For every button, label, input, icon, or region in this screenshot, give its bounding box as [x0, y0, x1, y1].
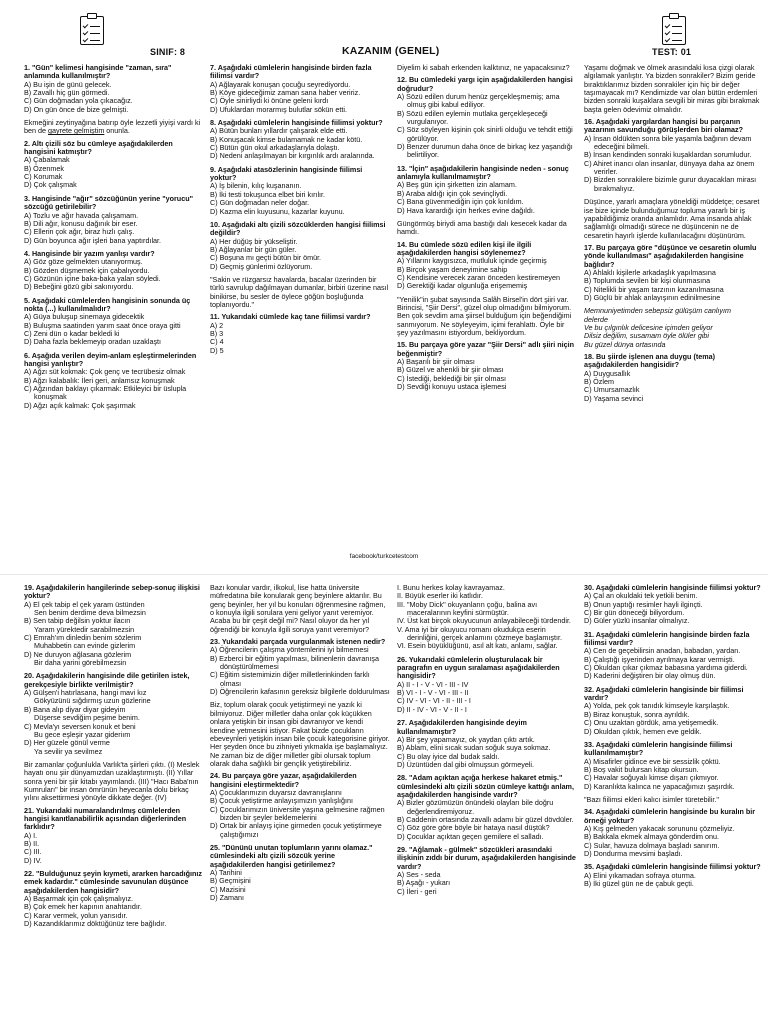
answer-option[interactable]: D) Gün boyunca ağır işleri bana yaptırdılar. — [24, 235, 162, 245]
answer-option[interactable]: A) Ağzı süt kokmak: Çok genç ve tecrübesiz olmak — [24, 367, 186, 377]
answer-options — [584, 135, 764, 193]
answer-option[interactable]: D) Bizden sonrakilere bizimle gurur duyacakları mirası bırakmalıyız. — [584, 175, 757, 193]
question — [210, 64, 390, 114]
answer-option[interactable]: Sen benim derdime deva bilmezsin — [34, 608, 146, 618]
answer-option[interactable]: B) Sözü edilen eylemin mutlaka gerçekleşeceği vurgulanıyor. — [397, 108, 548, 127]
answer-option[interactable]: D) Kaderini değiştiren bir olay olmuş dün. — [584, 671, 716, 681]
answer-option[interactable]: C) Korumak — [24, 172, 63, 182]
answer-option[interactable]: B) Özlem — [584, 377, 614, 387]
question — [24, 195, 204, 245]
answer-option[interactable]: III. "Moby Dick" okuyanların çoğu, balina avı maceralarının keyfini sürmüştür. — [397, 599, 538, 618]
question-stem: 8. Aşağıdaki cümlelerin hangisinde fiilimsi yoktur? — [210, 118, 383, 128]
answer-options — [24, 601, 204, 668]
answer-option[interactable]: C) Öyle sinirliydi ki önüne geleni kırdı — [210, 96, 329, 106]
question-stem: 15. Bu parçaya göre yazar "Şiir Dersi" adlı şiiri niçin beğenmiştir? — [397, 340, 574, 358]
answer-options — [397, 181, 577, 214]
answer-option[interactable]: D) Bebeğini gözü gibi sakınıyordu. — [24, 282, 134, 292]
answer-option[interactable]: C) Ellerin çok ağır, biraz hızlı çalış. — [24, 227, 135, 237]
answer-option[interactable]: C) IV - VI - VI - II - III - I — [397, 696, 471, 706]
answer-option[interactable]: D) Güler yüzlü insanlar olmalıyız. — [584, 616, 690, 626]
answer-options — [210, 322, 390, 355]
answer-option[interactable]: C) Umursamazlık — [584, 385, 640, 395]
answer-option[interactable]: B) Çok emek her kapının anahtarıdır. — [24, 902, 142, 912]
answer-option[interactable]: D) Ortak bir anlayış içine girmeden çocuk yetiştirmeye çalıştığımızı — [210, 821, 382, 839]
answer-option[interactable]: C) Emrah'ım dinledin benim sözlerim — [24, 633, 142, 643]
answer-option[interactable]: B) Konuşacak kimse bulamamak ne kadar kötü. — [210, 134, 363, 144]
answer-option[interactable]: A) Kış gelmeden yakacak sorununu çözmeliyiz. — [584, 823, 735, 833]
answer-option[interactable]: B) Araba aldığı için çok sevinçliydi. — [397, 188, 508, 198]
answer-option[interactable]: B) Zavallı hiç gün görmedi. — [24, 88, 110, 98]
answer-option[interactable]: C) Okuldan çıkar çıkmaz babasına yardıma giderdi. — [584, 663, 748, 673]
answer-option[interactable]: Düşerse sevdiğim peşime benim. — [34, 713, 140, 723]
answer-option[interactable]: C) Çocuklarımızın üniversite yaşına gelmesine rağmen bizden bir şeyler beklemelerini — [210, 804, 385, 822]
answer-option[interactable]: B) Dili ağır, konusu dağınık bir eser. — [24, 218, 138, 228]
question-stem: 31. Aşağıdaki cümlelerin hangisinde birden fazla fiilimsi vardır? — [584, 629, 750, 648]
answer-options — [24, 258, 204, 291]
answer-options — [210, 646, 390, 696]
answer-option[interactable]: B) Aşağı - yukarı — [397, 878, 451, 888]
answer-option[interactable]: C) Ahiret inancı olan insanlar, dünyaya daha az önem verirler. — [584, 158, 755, 177]
clipboard-checklist-icon — [662, 12, 688, 46]
question — [584, 353, 764, 403]
answer-option[interactable]: A) Her düğüş bir yükseliştir. — [210, 236, 298, 246]
answer-option[interactable]: B) Ağzı kalabalık: İleri geri, anlamsız konuşmak — [24, 375, 175, 385]
answer-options — [210, 127, 390, 160]
question-stem: 18. Bu şiirde işlenen ana duygu (tema) aşağıdakilerden hangisidir? — [584, 352, 716, 370]
answer-option[interactable]: D) Üzüntüden dal gibi olmuşsun görmeyeli. — [397, 759, 535, 769]
answer-option[interactable]: B) Toplumda sevilen bir kişi olunmasına — [584, 276, 711, 286]
answer-options — [397, 799, 577, 841]
answer-option[interactable]: C) Bana güvenmediğin için çok kırıldım. — [397, 197, 524, 207]
passage: Diyelim ki sabah erkenden kalktınız, ne yapacaksınız? — [397, 63, 570, 72]
answer-options — [24, 368, 204, 410]
question-stem: 35. Aşağıdaki cümlelerin hangisinde fiilimsi yoktur? — [584, 862, 761, 872]
answer-option[interactable]: B) Caddenin ortasında zavallı adamı bir güzel dövdüler. — [397, 814, 574, 824]
answer-option[interactable]: C) Havalar soğuyalı kimse dışarı çıkmıyor. — [584, 773, 719, 783]
question-stem: 22. "Bulduğunuz şeyin kıymeti, ararken harcadığınız emek kadardır." cümlesinde savunulan düşünce aşağıdakilerden hangisidir? — [24, 869, 202, 895]
answer-options — [397, 257, 577, 290]
clipboard-checklist-icon — [80, 12, 106, 46]
question — [24, 64, 204, 114]
answer-options — [24, 81, 204, 114]
answer-option[interactable]: B) Ağlayanlar bir gün güler. — [210, 244, 297, 254]
answer-option[interactable]: D) Ufuklardan morarmış bulutlar sökün etti. — [210, 104, 348, 114]
answer-option[interactable]: C) Nitelikli bir yaşam tarzının kazanılmasına — [584, 284, 724, 294]
answer-option[interactable]: D) Daha fazla beklemeyip oradan uzaklaştı — [24, 337, 162, 347]
answer-option[interactable]: A) I. — [24, 830, 38, 840]
answer-options — [210, 81, 390, 114]
question-stem: 29. "Ağlamak - gülmek" sözcükleri arasındaki ilişkinin zıddı bir durum, aşağıdakilerden hangisinde vardır? — [397, 844, 576, 871]
answer-option[interactable]: A) El çek tabip el çek yaram üstünden — [24, 599, 145, 609]
answer-option[interactable]: B) Boş vakit bulursan kitap okursun. — [584, 764, 699, 774]
answer-option[interactable]: C) Zeni dün o kadar bekledi ki — [24, 328, 120, 338]
answer-option[interactable]: D) Ne duruyon ağlasana gözlerim — [24, 649, 132, 659]
answer-option[interactable]: C) Onu uzaktan gördük, ama yetişemedik. — [584, 718, 719, 728]
answer-option[interactable]: A) II - I - V - VI - III - IV — [397, 679, 469, 689]
grade-label: SINIF: 8 — [150, 47, 186, 57]
question-stem: 21. Yukarıdaki numaralandırılmış cümlelerden hangisi kanıtlanabilirlik açısından diğerlerinden farklıdır? — [24, 805, 187, 832]
answer-option[interactable]: Bu gece eşleşir yazar gideriım — [34, 729, 131, 739]
answer-option[interactable]: Gökyüzünü sığdırmış uzun gözlerine — [34, 696, 151, 706]
poem-line: Dilsiz değilim, susamam öyle ölüler gibi — [584, 331, 710, 341]
passage: "Bazı fiilimsi ekleri kalıcı isimler türetebilir." — [584, 794, 719, 804]
question — [210, 166, 390, 216]
answer-option[interactable]: A) Çal an okuldaki tek yetkili benim. — [584, 591, 698, 601]
question-stem: 3. Hangisinde "ağır" sözcüğünün yerine "yorucu" sözcüğü getirilebilir? — [24, 193, 193, 212]
answer-option[interactable]: B) Köye gideceğimiz zaman sana haber veririz. — [210, 88, 361, 98]
answer-option[interactable]: D) IV. — [24, 855, 42, 865]
answer-option[interactable]: D) Yaşama sevinci — [584, 393, 644, 403]
answer-option[interactable]: Ya sevilir ya sevilmez — [34, 746, 103, 756]
question — [24, 672, 204, 755]
column-1 — [24, 584, 204, 933]
answer-option[interactable]: D) Kazandıklarımız döktüğünüz tere bağlıdır. — [24, 919, 167, 929]
passage: "Sakin ve rüzgarsız havalarda, bacalar üzerinden bir türlü savrulup dağılmayan dumanlar, birbiri üzerine nasıl binikirse, bu sesler de öylece göğün boşluğunda toplanıyordu." — [210, 274, 389, 309]
answer-option[interactable]: B) İki güzel gün ne de çabuk geçti. — [584, 879, 694, 888]
answer-option[interactable]: C) 4 — [210, 337, 224, 347]
page-divider — [0, 574, 768, 575]
answer-options — [397, 358, 577, 391]
answer-option[interactable]: D) Zamanı — [210, 893, 244, 903]
question — [397, 165, 577, 215]
passage: Güngörmüş biriydi ama bastığı dalı kesecek kadar da hamdı. — [397, 218, 567, 237]
answer-option[interactable]: A) Başarmak için çok çalışmalıyız. — [24, 894, 134, 904]
answer-option[interactable]: B) Çocuk yetiştirme anlayışımızın yanlışlığını — [210, 796, 353, 806]
answer-option[interactable]: D) Benzer durumun daha önce de birkaç kez yaşandığı belirtiliyor. — [397, 142, 573, 160]
answer-option[interactable]: A) Çabalamak — [24, 155, 70, 165]
answer-option[interactable]: I. Bunu herkes kolay kavrayamaz. — [397, 583, 505, 592]
answer-options — [24, 156, 204, 189]
poem-line: Memnuniyetimden sebepsiz gülüşüm canlıyım — [584, 306, 732, 316]
answer-option[interactable]: Yaram yürektedir sarabilmezsin — [34, 624, 135, 634]
question-stem: 13. "İçin" aşağıdakilerin hangisinde neden - sonuç anlamıyla kullanılmamıştır? — [397, 163, 569, 182]
column-4 — [584, 584, 764, 893]
question-stem: 20. Aşağıdakilerin hangisinde dile getirilen istek, gerekçesiyle birlikte verilmiştir? — [24, 671, 190, 689]
answer-options — [210, 238, 390, 271]
answer-option[interactable]: A) Bütün bunları yıllardır çalışarak elde etti. — [210, 126, 348, 136]
answer-options — [584, 269, 764, 302]
poem-line: Ve bu çılgınlık delicesine içimden geliyor — [584, 322, 713, 332]
answer-option[interactable]: B) Buluşma saatinden yarım saat önce oraya gitti — [24, 320, 181, 330]
question — [397, 846, 577, 896]
question-stem: 1. "Gün" kelimesi hangisinde "zaman, sıra" anlamında kullanılmıştır? — [24, 63, 172, 81]
question-stem: 7. Aşağıdaki cümlelerin hangisinde birden fazla fiilimsi vardır? — [210, 63, 372, 81]
answer-options — [397, 871, 577, 896]
answer-option[interactable]: B) Onun yaptığı resimler hayli ilginçti. — [584, 599, 703, 609]
answer-option[interactable]: A) 2 — [210, 320, 224, 330]
answer-option[interactable]: A) Bizler gözümüzün önündeki olayları bile doğru değerlendiremiyoruz. — [397, 798, 554, 816]
page-title: KAZANIM (GENEL) — [342, 45, 440, 57]
column-3 — [397, 64, 577, 396]
answer-option[interactable]: B) İki testi tokuşunca elbet biri kırılır. — [210, 189, 326, 199]
answer-option[interactable]: A) Yıllarını kaygısızca, mutluluk içinde geçirmiş — [397, 256, 547, 266]
question — [210, 119, 390, 161]
answer-options — [24, 313, 204, 346]
passage: "Yenilik"in şubat sayısında Salâh Birsel'in dört şiiri var. Birincisi, "Şiir Dersi", güzel olup olmadığını bilmiyorum. Ben çok sevdim ama şiirsel bulduğum için beğendiğimi sanmıyorum. Ne söyleyeyim, içimi ferahlattı. Öyle bir şey yazılmasını istiyordum, bekliyordum. — [397, 294, 572, 337]
answer-options — [397, 584, 577, 651]
question — [24, 870, 204, 928]
question-stem: 17. Bu parçaya göre "düşünce ve cesaretin olumlu yönde kullanılması" aşağıdakilerden hangisine bağlıdır? — [584, 242, 757, 269]
answer-option[interactable]: C) Mazisini — [210, 884, 246, 894]
question — [24, 140, 204, 190]
answer-options — [397, 681, 577, 714]
answer-option[interactable]: B) II. — [24, 838, 40, 848]
question — [24, 297, 204, 347]
answer-option[interactable]: C) Boşuna mı geçti bütün bir ömür. — [210, 253, 322, 263]
underlined-phrase: gayrete gelmiştim — [47, 126, 105, 136]
question — [210, 638, 390, 696]
answer-option[interactable]: C) Söz söyleyen kişinin çok sinirli olduğu ve tehdit ettiği görülüyor. — [397, 125, 573, 143]
question-stem: 28. "Adam açıktan açığa herkese hakaret etmiş." cümlesindeki altı çizili sözün cümleye kattığı anlam, aşağıdakilerden hangisinde vardır? — [397, 773, 574, 799]
question — [397, 76, 577, 159]
answer-option[interactable]: A) Tarihini — [210, 868, 242, 877]
poem-line: delerde — [584, 314, 608, 324]
question-stem: 11. Yukarıdaki cümlede kaç tane fiilimsi vardır? — [210, 312, 371, 322]
answer-option[interactable]: D) Kazma elin kuyusunu, kazarlar kuyunu. — [210, 206, 345, 216]
answer-option[interactable]: D) Çocuklar açıktan geçen gemilere el salladı. — [397, 831, 544, 841]
question-stem: 32. Aşağıdaki cümlelerin hangisinde bir fiilimsi vardır? — [584, 684, 744, 703]
answer-option[interactable]: D) Çok çalışmak — [24, 180, 77, 190]
answer-option[interactable]: C) Bu olay iyice dal budak saldı. — [397, 751, 500, 761]
answer-option[interactable]: B) Ablam, elini sıcak sudan soğuk suya sokmaz. — [397, 743, 551, 753]
answer-option[interactable]: D) On gün önce de bize gelmişti. — [24, 104, 129, 114]
answer-option[interactable]: B) Biraz konuştuk, sonra ayrıldık. — [584, 709, 690, 719]
column-1 — [24, 64, 204, 415]
question — [584, 118, 764, 193]
question — [210, 772, 390, 839]
question — [584, 244, 764, 302]
answer-option[interactable]: A) Ahlaklı kişilerle arkadaşlık yapılmasına — [584, 267, 716, 277]
question — [210, 844, 390, 902]
question — [210, 221, 390, 271]
question-stem: 34. Aşağıdaki cümlelerin hangisinde bu kuralın bir örneği yoktur? — [584, 807, 756, 825]
answer-option[interactable]: D) Nedeni anlaşılmayan bir kırgınlık ardı aralarında. — [210, 151, 375, 161]
column-3 — [397, 584, 577, 901]
answer-options — [210, 789, 390, 839]
question — [397, 584, 577, 651]
answer-option[interactable]: B) Çalıştığı işyerinden ayrılmaya karar vermişti. — [584, 654, 735, 664]
answer-option[interactable]: II. Büyük eserler iki katlıdır. — [397, 591, 483, 601]
question — [397, 656, 577, 714]
question-stem: 26. Yukarıdaki cümlelerin oluşturulacak bir paragrafın en uygun sıralaması aşağıdakilerden hangisidir? — [397, 654, 560, 681]
passage: Bir zamanlar çoğunlukla Varlık'ta şiirleri çıktı. (I) Meslek hayatı onu şiir dünyamızdan uzaklaştırmıştı. (II) Yıllar sonra yeni bir şiir kitabı yayımlandı. (III) "Hacı Baba'nın Kumruları" bir insan ömrünün heyecanla dolu birkaç yılını aksettirmesi yönüyle dikkate değer. (IV) — [24, 759, 200, 803]
answer-option[interactable]: C) Ağzından baklayı çıkarmak: Etkileyici bir üslupla konuşmak — [24, 384, 187, 402]
answer-option[interactable]: Bir daha yarini görebilmezsin — [34, 658, 127, 668]
answer-option[interactable]: IV. Üst kat birçok okuyucunun anlayabileceği türdendir. — [397, 616, 571, 626]
answer-option[interactable]: B) Sen tabip değilsin yoktur ilacın — [24, 616, 131, 626]
answer-option[interactable]: A) Misafirler gidince eve bir sessizlik çöktü. — [584, 756, 721, 766]
passage: Bazı konular vardır, ilkokul, lise hatta üniversite müfredatına bile konularak genç beyinlere aktarılır. Bu genç beyinler, her yıl bu konuları öğrenmesine rağmen, o konuyla ilgili sorulara yeni geliyor yanıt veremiyor. Acaba bu bir çeşit değil mi? Nasıl oluyor da her yıl öğrendiği bir konuyla ilgili soruya yanıt veremiyor? — [210, 583, 386, 634]
answer-options — [584, 592, 764, 625]
answer-option[interactable]: D) Karanlıkta kalınca ne yapacağımızı şaşırdık. — [584, 781, 735, 791]
question — [210, 313, 390, 355]
answer-options — [24, 895, 204, 928]
answer-option[interactable]: B) Birçok yaşam deneyimine sahip — [397, 264, 508, 274]
answer-option[interactable]: VI. Esein büyüklüğünü, asıl alt katı, anlamı, sağlar. — [397, 641, 558, 651]
question-stem: 12. Bu cümledeki yargı için aşağıdakilerden hangisi doğrudur? — [397, 75, 573, 93]
passage: Ekmeğini zeytinyağına batırıp öyle lezzetli yiyişi vardı ki ben de gayrete gelmiştim onunla. — [24, 118, 201, 136]
question — [397, 719, 577, 769]
answer-option[interactable]: D) Okuldan çıktık, hemen eve geldik. — [584, 726, 702, 736]
poem-line: Bu güzel dünya ortasında — [584, 339, 666, 349]
question-stem: 6. Aşağıda verilen deyim-anlam eşleştirmelerinden hangisi yanlıştır? — [24, 350, 197, 368]
answer-option[interactable]: A) Elini yıkamadan sofraya oturma. — [584, 870, 696, 880]
answer-option[interactable]: D) Geçmiş günlerimi özlüyorum. — [210, 261, 313, 271]
answer-options — [584, 872, 764, 889]
answer-option[interactable]: D) Öğrencilerin kafasının gereksiz bilgilerle doldurulması — [210, 687, 390, 697]
answer-options — [24, 689, 204, 756]
answer-option[interactable]: D) Sevdiği konuyu ustaca işlemesi — [397, 382, 507, 392]
answer-option[interactable]: B) Bakkala ekmek almaya gönderdim onu. — [584, 832, 720, 842]
answer-option[interactable]: D) 5 — [210, 345, 224, 355]
question-stem: 16. Aşağıdaki yargılardan hangisi bu parçanın yazarının savunduğu görüşlerden biri olamaz? — [584, 117, 743, 135]
question — [397, 241, 577, 291]
answer-options — [24, 212, 204, 245]
answer-option[interactable]: A) Güya buluşup sinemaya gidecektik — [24, 312, 145, 322]
answer-option[interactable]: A) Ağlayarak konuşan çocuğu seyrediyordu. — [210, 79, 351, 89]
question-stem: 14. Bu cümlede sözü edilen kişi ile ilgili aşağıdakilerden hangisi söylenemez? — [397, 239, 532, 257]
question-stem: 30. Aşağıdaki cümlelerin hangisinde fiilimsi yoktur? — [584, 583, 761, 592]
answer-option[interactable]: C) İstediği, beklediği bir şiir olması — [397, 373, 507, 383]
answer-option[interactable]: A) Başarılı bir şiir olması — [397, 357, 475, 366]
answer-option[interactable]: A) Cen de geçebilirsin anadan, babadan, yardan. — [584, 646, 741, 656]
answer-option[interactable]: B) Özenmek — [24, 163, 64, 173]
answer-options — [584, 825, 764, 858]
answer-option[interactable]: C) İleri - geri — [397, 886, 437, 896]
question — [24, 584, 204, 667]
answer-option[interactable]: D) Her güzele gönül verme — [24, 738, 110, 748]
answer-option[interactable]: D) II - IV - VI - V - II - I — [397, 704, 467, 714]
answer-option[interactable]: C) III. — [24, 847, 42, 857]
question-stem: 4. Hangisinde bir yazım yanlışı vardır? — [24, 248, 155, 258]
answer-option[interactable]: A) Sözü edilen durum henüz gerçekleşmemiş; ama olmuş gibi kabul ediliyor. — [397, 92, 560, 110]
answer-option[interactable]: D) Ağzı açık kalmak: Çok şaşırmak — [24, 400, 136, 410]
answer-options — [584, 370, 764, 403]
question — [397, 774, 577, 841]
poem-passage — [584, 307, 764, 349]
answer-option[interactable]: C) Eğitim sistemimizin diğer milletlerinkinden farklı olması — [210, 670, 370, 688]
column-2 — [210, 64, 390, 360]
answer-option[interactable]: C) Karar vermek, yolun yarısıdır. — [24, 910, 128, 920]
question-stem: 33. Aşağıdaki cümlelerin hangisinde fiilimsi kullanılmamıştır? — [584, 739, 733, 758]
answer-option[interactable]: A) Göz göze gelmekten utanıyormuş. — [24, 257, 143, 267]
answer-option[interactable]: C) Gün doğmadan neler doğar. — [210, 198, 310, 208]
answer-option[interactable]: A) Tozlu ve ağır havada çalışamam. — [24, 210, 139, 220]
question — [584, 808, 764, 858]
question — [584, 686, 764, 736]
answer-option[interactable]: C) Kendisine verecek zararı önceden kestiremeyen — [397, 272, 560, 282]
answer-options — [397, 93, 577, 160]
question-stem: 9. Aşağıdaki atasözlerinin hangisinde fiilimsi yoktur? — [210, 164, 363, 183]
answer-option[interactable]: A) Bu işin de günü gelecek. — [24, 79, 112, 89]
question — [397, 341, 577, 391]
answer-option[interactable]: A) Öğrencilerin çalışma yöntemlerini iyi bilmemesi — [210, 645, 369, 655]
answer-option[interactable]: A) Bir şey yapamayız, ok yaydan çıktı artık. — [397, 734, 535, 744]
answer-option[interactable]: A) Gülşen'i hatırlasana, hangi mavi kız — [24, 688, 147, 698]
question — [584, 631, 764, 681]
answer-options — [210, 182, 390, 215]
answer-options — [584, 647, 764, 680]
question — [24, 807, 204, 865]
answer-option[interactable]: C) Mevla'yı seversen konuk et beni — [24, 721, 136, 731]
answer-option[interactable]: B) VI - I - V - VI - III - II — [397, 688, 469, 698]
footer-credit: facebook/turkcetestcom — [349, 553, 419, 560]
page-bottom — [0, 584, 768, 1024]
question — [24, 250, 204, 292]
question-stem: 5. Aşağıdaki cümlelerden hangisinin sonunda üç nokta (...) kullanılmalıdır? — [24, 295, 191, 313]
answer-option[interactable]: D) Gerektiği kadar olgunluğa erişememiş — [397, 281, 528, 291]
answer-option[interactable]: V. Ama iyi bir okuyucu romanı okudukça eserin derinliğini, gerçek anlamını çözmeye başlamıştır. — [397, 624, 562, 643]
answer-option[interactable]: A) Beş gün için şirketten izin alamam. — [397, 180, 517, 190]
answer-option[interactable]: C) Gözünün içine baka-baka yalan söyledi. — [24, 273, 161, 283]
question — [24, 352, 204, 410]
answer-option[interactable]: A) İnsan öldükten sonra bile yaşamla bağının devam edeceğini bilmeli. — [584, 133, 752, 152]
test-label: TEST: 01 — [652, 47, 692, 57]
answer-options — [584, 758, 764, 791]
question-stem: 19. Aşağıdakilerin hangilerinde sebep-sonuç ilişkisi yoktur? — [24, 583, 200, 601]
answer-options — [24, 832, 204, 865]
answer-option[interactable]: A) Ses - seda — [397, 870, 441, 879]
question-stem: 25. "Dününü unutan toplumların yarını olamaz." cümlesindeki altı çizili sözcük yerine aşağıdakilerden hangisi getirilemez? — [210, 842, 373, 869]
column-4 — [584, 64, 764, 408]
answer-option[interactable]: C) Bir gün döneceği biliyordum. — [584, 608, 685, 618]
answer-option[interactable]: B) Güzel ve ahenkli bir şiir olması — [397, 365, 504, 375]
question-stem: 23. Yukarıdaki parçada vurgulanmak istenen nedir? — [210, 637, 386, 647]
question — [584, 584, 764, 626]
answer-option[interactable]: C) Gün doğmadan yola çıkacağız. — [24, 96, 133, 106]
answer-option[interactable]: D) Dondurma mevsimi başladı. — [584, 848, 683, 858]
answer-option[interactable]: B) Gözden düşmemek için çabalıyordu. — [24, 265, 150, 275]
answer-option[interactable]: A) Yolda, pek çok tanıdık kimseyle karşılaştık. — [584, 701, 730, 711]
answer-option[interactable]: B) Ezberci bir eğitim yapılması, bilinenlerin davranışa dönüştürülmemesi — [210, 653, 379, 672]
answer-option[interactable]: B) 3 — [210, 328, 224, 338]
passage: Yaşamı doğmak ve ölmek arasındaki kısa çizgi olarak algılamak yanlıştır. Ya bizden sonrakiler? Bizim geride bıraktıklarımız bizden sonrakiler için hiç bir değer taşımayacak mı? Kendimizde var olan bütün erdemleri bizden sonraki kuşaklara sevgili bir miras gibi bırakmak başta gelen ödevimiz olmalıdır. — [584, 63, 760, 114]
answer-option[interactable]: B) Geçmişini — [210, 876, 251, 886]
answer-option[interactable]: B) İnsan kendinden sonraki kuşaklardan sorumludur. — [584, 150, 752, 160]
question-stem: 24. Bu parçaya göre yazar, aşağıdakilerden hangisini eleştirmektedir? — [210, 771, 357, 789]
answer-options — [397, 736, 577, 769]
answer-option[interactable]: D) Güçlü bir ahlak anlayışının edinilmesine — [584, 292, 721, 302]
question-stem: 27. Aşağıdakilerden hangisinde deyim kullanılmamıştır? — [397, 718, 527, 736]
answer-option[interactable]: B) Bana alıp diyar diyar gideyim — [24, 704, 126, 714]
answer-option[interactable]: A) İş bilenin, kılıç kuşananın. — [210, 181, 302, 191]
answer-option[interactable]: C) Sular, havuza dolmaya başladı sanırım. — [584, 840, 720, 850]
answer-options — [584, 702, 764, 735]
column-2 — [210, 584, 390, 907]
answer-option[interactable]: A) Çocuklarımızın duyarsız davranışlarını — [210, 787, 342, 797]
passage: Biz, toplum olarak çocuk yetiştirmeyi ne yazık ki bilmiyoruz. Diğer milletler daha onlar çok küçükken onlara yetişkin bir insan gibi davranıyor ve kendi kendine yetmesini istiyor. Fakat bizde çocukların ebeveynleri yetişkin insan bile çocuk kategorisine giriyor. Her şeyden önce bu zihniyeti yıkmakla işe başlamalıyız. Ne zaman biz de diğer milletler gibi olursak toplum olarak daha sağlıklı bir gençlik yetiştirebiliriz. — [210, 700, 390, 768]
question — [584, 863, 764, 888]
question-stem: 10. Aşağıdaki altı çizili sözcüklerden hangisi fiilimsi değildir? — [210, 219, 386, 238]
question-stem: 2. Altı çizili söz bu cümleye aşağıdakilerden hangisini katmıştır? — [24, 138, 173, 157]
answer-option[interactable]: C) Göz göre göre böyle bir hataya nasıl düştük? — [397, 823, 550, 833]
answer-option[interactable]: D) Hava karardığı için herkes evine dağıldı. — [397, 205, 535, 215]
answer-option[interactable]: A) Duygusallık — [584, 368, 631, 378]
passage: Düşünce, yararlı amaçlara yöneldiği müddetçe; cesaret ise bize içinde bulunduğumuz topluma yararlı bir iş yapabildiğimiz oranda anlamlıdır. Ama insanda ahlak sağlamlığı olmadığı sürece ne düşüncenin ne de cesaretin hayırlı işlerde kullanılacağını düşünürüm. — [584, 197, 760, 240]
answer-option[interactable]: Muhabbetin can evinde gizlerim — [34, 641, 136, 651]
question — [584, 741, 764, 791]
answer-option[interactable]: C) Bütün gün okul arkadaşlarıyla dolaştı. — [210, 143, 340, 153]
answer-options — [210, 869, 390, 902]
